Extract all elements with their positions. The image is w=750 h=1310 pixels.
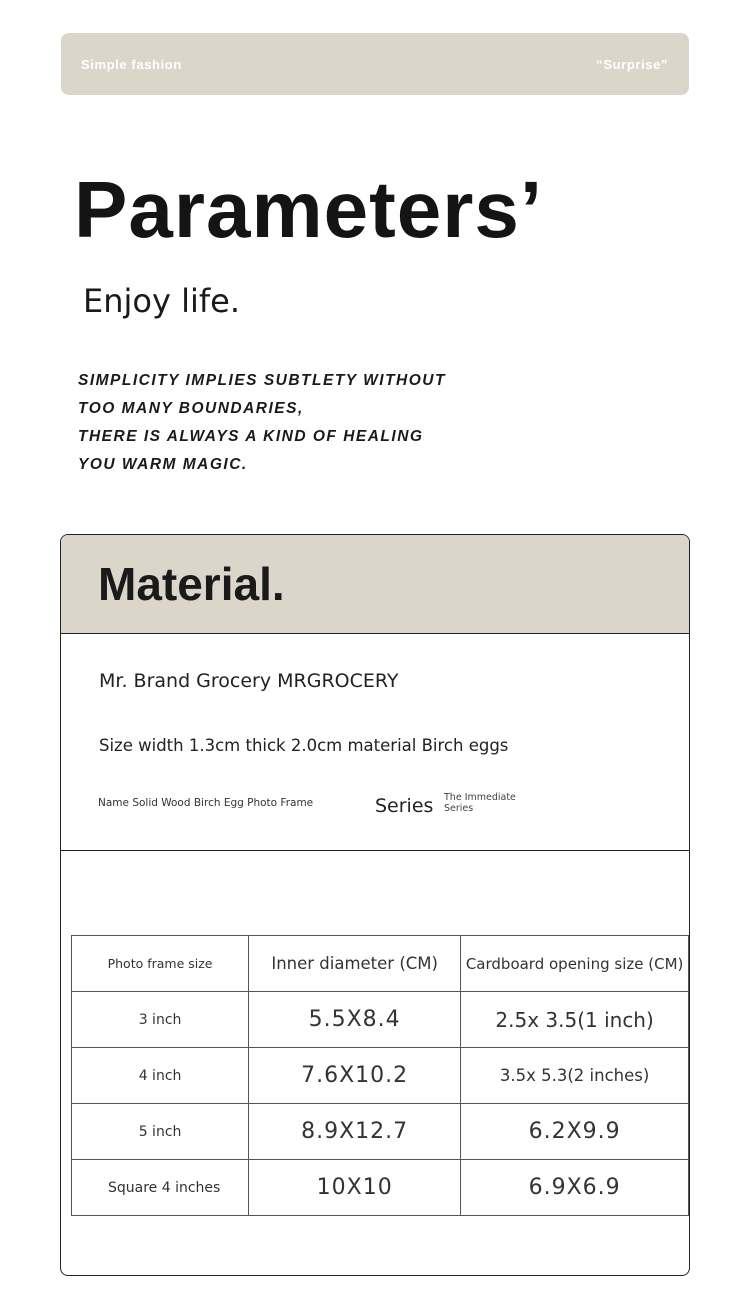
material-heading: Material. — [98, 558, 285, 610]
table-cell: 3.5x 5.3(2 inches) — [461, 1048, 689, 1104]
table-row — [72, 1048, 689, 1104]
table-cell: 4 inch — [72, 1048, 249, 1104]
page-subtitle: Enjoy life. — [83, 282, 240, 320]
quote-line: THERE IS ALWAYS A KIND OF HEALING — [78, 428, 424, 445]
table-cell: 7.6X10.2 — [249, 1048, 461, 1104]
header-cell: Cardboard opening size (CM) — [461, 936, 689, 992]
table-cell: 6.2X9.9 — [461, 1104, 689, 1160]
size-text: Size width 1.3cm thick 2.0cm material Birch eggs — [99, 736, 509, 755]
table-cell: 5.5X8.4 — [249, 992, 461, 1048]
table-cell: Square 4 inches — [72, 1160, 249, 1216]
table-cell: 5 inch — [72, 1104, 249, 1160]
banner-right-text: “Surprise” — [596, 57, 668, 72]
page-title: Parameters’ — [74, 165, 544, 254]
table-cell: 3 inch — [72, 992, 249, 1048]
table-cell: 6.9X6.9 — [461, 1160, 689, 1216]
size-table — [71, 935, 689, 1216]
series-note: The Immediate Series — [444, 792, 516, 814]
table-row — [72, 992, 689, 1048]
top-banner — [61, 33, 689, 95]
banner-left-text: Simple fashion — [81, 57, 182, 72]
table-row — [72, 1160, 689, 1216]
brand-text: Mr. Brand Grocery MRGROCERY — [99, 670, 399, 692]
material-card — [60, 534, 690, 1276]
name-text: Name Solid Wood Birch Egg Photo Frame — [98, 797, 314, 809]
table-header-row — [72, 936, 689, 992]
series-label: Series — [375, 795, 434, 817]
quote-line: TOO MANY BOUNDARIES, — [78, 400, 304, 417]
material-info — [61, 634, 689, 851]
table-cell: 10X10 — [249, 1160, 461, 1216]
header-cell: Inner diameter (CM) — [249, 936, 461, 992]
material-header — [61, 535, 689, 634]
quote-line: YOU WARM MAGIC. — [78, 456, 248, 473]
quote-line: SIMPLICITY IMPLIES SUBTLETY WITHOUT — [78, 372, 446, 389]
quote-block — [78, 372, 446, 484]
table-cell: 8.9X12.7 — [249, 1104, 461, 1160]
header-cell: Photo frame size — [72, 936, 249, 992]
table-row — [72, 1104, 689, 1160]
table-cell: 2.5x 3.5(1 inch) — [461, 992, 689, 1048]
